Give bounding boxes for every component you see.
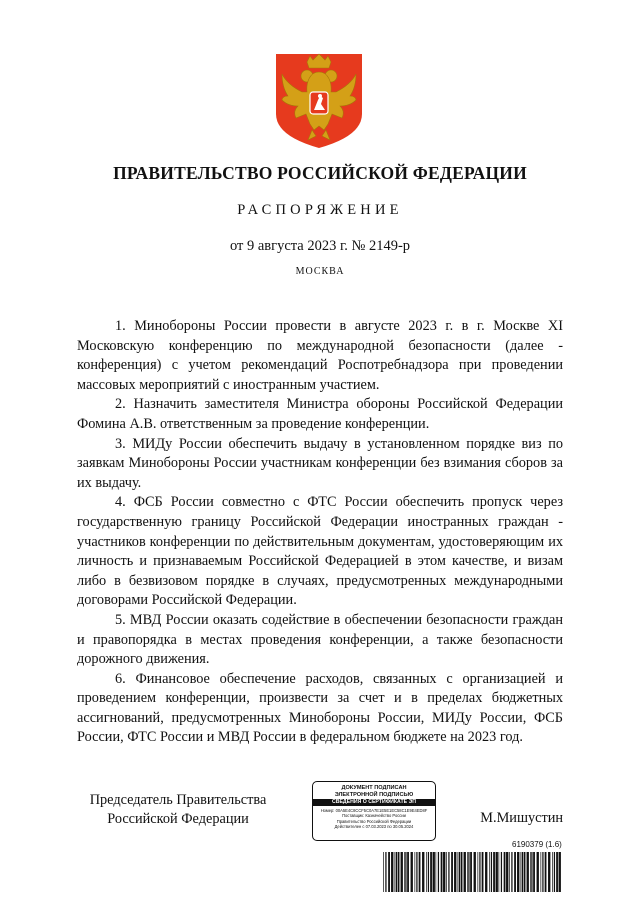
stamp-issuer: Поставщик: Казначейство России (342, 813, 406, 819)
signer-name: М.Мишустин (480, 810, 563, 826)
stamp-header (313, 785, 435, 798)
stamp-line2: ЭЛЕКТРОННОЙ ПОДПИСЬЮ (334, 791, 414, 798)
signer-position (78, 791, 278, 829)
stamp-line1: ДОКУМЕНТ ПОДПИСАН (341, 785, 407, 791)
paragraph-5: 5. МВД России оказать содействие в обеспечении безопасности граждан и правопорядка в местах проведения конференции, а также безопасности дорожного движения. (77, 611, 563, 668)
signer-position-line1: Председатель Правительства (89, 792, 267, 808)
barcode-number: 6190379 (1.6) (512, 840, 562, 849)
electronic-signature-stamp (312, 781, 436, 841)
paragraph-3: 3. МИДу России обеспечить выдачу в установленном порядке виз по заявкам Минобороны России участникам конференции без взимания сборов за их выдачу. (77, 435, 563, 491)
stamp-certificate-bar: СВЕДЕНИЯ О СЕРТИФИКАТЕ ЭП (313, 799, 435, 806)
government-title: ПРАВИТЕЛЬСТВО РОССИЙСКОЙ ФЕДЕРАЦИИ (113, 163, 527, 183)
russian-coat-of-arms-icon (274, 52, 364, 150)
paragraph-4: 4. ФСБ России совместно с ФТС России обеспечить пропуск через государственную границу Российской Федерации иностранных граждан - участников конференции по действительным документам, удостоверяющим их личность и признаваемым Российской Федерацией в этом качестве, и визам либо в безвизовом порядке в случаях, предусмотренных международными договорами Российской Федерации. (77, 494, 563, 609)
document-date-number: от 9 августа 2023 г. № 2149-р (229, 238, 411, 254)
barcode-icon (383, 852, 563, 892)
stamp-serial: Номер: 00A5E4C8CCF5C0A7E1E5E1EC58C1E9E4ED8F (320, 808, 428, 814)
stamp-owner: Правительство Российской Федерации (336, 818, 412, 824)
document-body (77, 317, 563, 748)
paragraph-2: 2. Назначить заместителя Министра обороны Российской Федерации Фомина А.В. ответственным за проведение конференции. (77, 396, 563, 432)
signer-position-line2: Российской Федерации (107, 811, 249, 827)
document-city: МОСКВА (295, 266, 345, 277)
stamp-validity: Действителен с 07.03.2023 по 30.05.2024 (334, 823, 414, 829)
document-type: РАСПОРЯЖЕНИЕ (237, 202, 403, 218)
paragraph-1: 1. Минобороны России провести в августе 2023 г. в г. Москве XI Московскую конференцию по международной безопасности (далее - конференция) с учетом рекомендаций Роспотребнадзора при проведении массовых мероприятий с иностранным участием. (77, 318, 563, 393)
paragraph-6: 6. Финансовое обеспечение расходов, связанных с организацией и проведением конференции, произвести за счет и в пределах бюджетных ассигнований, предусмотренных Минобороны России, МИДу России, ФСБ России, ФТС России и МВД России в федеральном бюджете на 2023 год. (77, 670, 563, 746)
